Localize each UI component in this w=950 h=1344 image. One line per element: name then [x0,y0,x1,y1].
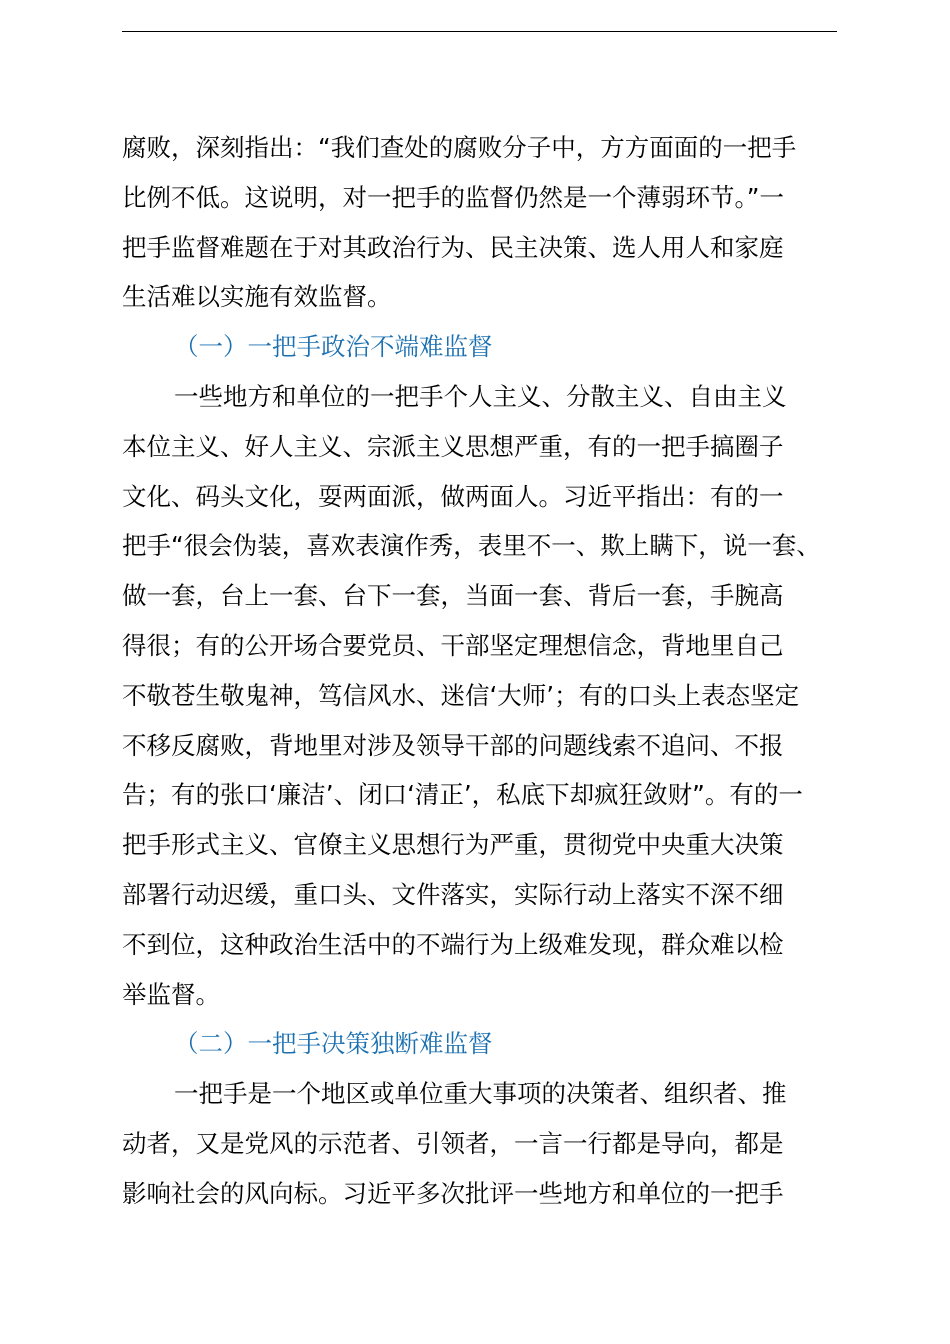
section-heading-2: （二）一把手决策独断难监督 [174,1029,493,1059]
section-heading-1: （一）一把手政治不端难监督 [174,332,493,362]
text-line: 一把手是一个地区或单位重大事项的决策者、组织者、推 [174,1079,787,1109]
header-rule [122,31,837,32]
text-line: 腐败，深刻指出：“我们查处的腐败分子中，方方面面的一把手 [122,133,797,162]
text-line: 比例不低。这说明，对一把手的监督仍然是一个薄弱环节。”一 [122,182,784,212]
text-line: 一些地方和单位的一把手个人主义、分散主义、自由主义 [174,381,787,411]
text-line: 部署行动迟缓，重口头、文件落实，实际行动上落实不深不细 [122,879,784,909]
text-line: 不到位，这种政治生活中的不端行为上级难发现，群众难以检 [122,929,784,959]
text-line: 得很；有的公开场合要党员、干部坚定理想信念，背地里自己 [122,630,784,660]
document-body [122,123,837,1219]
text-line: 本位主义、好人主义、宗派主义思想严重，有的一把手搞圈子 [122,431,784,461]
text-line: 把手形式主义、官僚主义思想行为严重，贯彻党中央重大决策 [122,830,784,860]
text-line: 把手“很会伪装，喜欢表演作秀，表里不一、欺上瞒下，说一套、 [122,531,821,561]
text-line: 做一套，台上一套、台下一套，当面一套、背后一套，手腕高 [122,581,784,611]
text-line: 不敬苍生敬鬼神，笃信风水、迷信‘大师’；有的口头上表态坚定 [122,680,800,710]
text-line: 举监督。 [122,979,220,1009]
text-line: 告；有的张口‘廉洁’、闭口‘清正’，私底下却疯狂敛财”。有的一 [122,780,803,810]
text-line: 不移反腐败，背地里对涉及领导干部的问题线索不追问、不报 [122,730,784,760]
text-line: 生活难以实施有效监督。 [122,282,392,312]
text-line: 影响社会的风向标。习近平多次批评一些地方和单位的一把手 [122,1178,784,1208]
text-line: 文化、码头文化，耍两面派，做两面人。习近平指出：有的一 [122,481,784,511]
text-line: 把手监督难题在于对其政治行为、民主决策、选人用人和家庭 [122,232,784,262]
text-line: 动者，又是党风的示范者、引领者，一言一行都是导向，都是 [122,1128,784,1158]
